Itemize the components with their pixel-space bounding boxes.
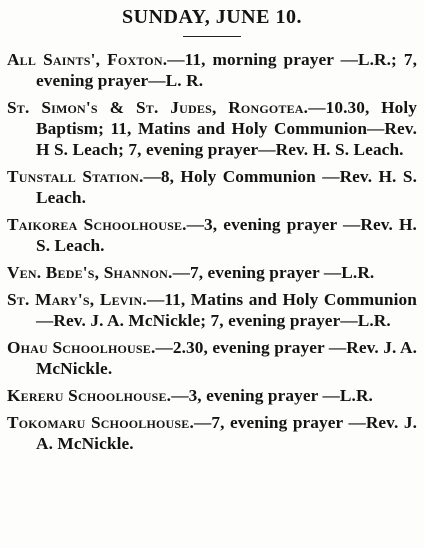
entry-place: St. Simon's & St. Judes, Rongotea. (7, 98, 309, 117)
entry-place: All Saints', Foxton. (7, 50, 168, 69)
entry-place: Taikorea Schoolhouse. (7, 215, 187, 234)
entry-details: —11, morning prayer —L.R.; 7, evening prayer—L. R. (36, 50, 417, 90)
service-entry (7, 385, 417, 406)
heading-rule (183, 36, 241, 37)
entry-details: —7, evening prayer —Rev. J. A. McNickle. (36, 413, 418, 453)
entry-details: —3, evening prayer —L.R. (171, 386, 373, 405)
entry-details: —11, Matins and Holy Communion—Rev. J. A. McNickle; 7, evening prayer—L.R. (36, 290, 417, 330)
entry-place: Tokomaru Schoolhouse. (7, 413, 195, 432)
service-entry (7, 97, 417, 160)
service-entry (7, 289, 417, 331)
entry-details: —7, evening prayer —L.R. (172, 263, 375, 282)
entry-place: Ven. Bede's, Shannon. (7, 263, 173, 282)
service-list (0, 49, 424, 460)
entry-place: Ohau Schoolhouse. (7, 338, 156, 357)
service-entry (7, 214, 417, 256)
service-entry (7, 412, 417, 454)
entry-place: Tunstall Station. (7, 167, 144, 186)
service-entry (7, 49, 417, 91)
entry-details: —2.30, evening prayer —Rev. J. A. McNickle. (36, 338, 417, 378)
service-entry (7, 166, 417, 208)
entry-details: —3, evening prayer —Rev. H. S. Leach. (36, 215, 417, 255)
entry-details: —8, Holy Communion —Rev. H. S. Leach. (36, 167, 417, 207)
entry-place: St. Mary's, Levin. (7, 290, 147, 309)
service-entry (7, 337, 417, 379)
entry-details: —10.30, Holy Baptism; 11, Matins and Holy Communion—Rev. H S. Leach; 7, evening prayer—Rev. H. S. Leach. (36, 98, 417, 159)
entry-place: Kereru Schoolhouse. (7, 386, 172, 405)
page-heading: SUNDAY, JUNE 10. (122, 6, 302, 28)
service-entry (7, 262, 417, 283)
